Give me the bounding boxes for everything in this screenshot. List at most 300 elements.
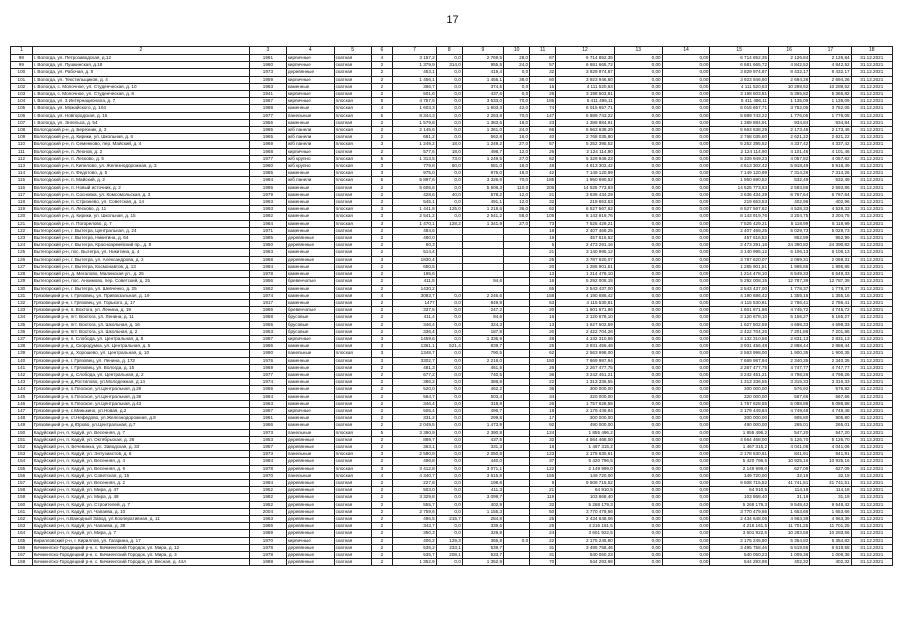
table-cell: 1 135,09 (769, 98, 810, 105)
table-cell: ж/б панели (286, 141, 334, 148)
table-cell: 462,2 (462, 386, 503, 393)
table-cell: 2 (371, 235, 393, 242)
table-cell: 1 313,5 (393, 155, 436, 162)
table-cell: 0,00 (614, 544, 662, 551)
table-cell: 457 616,52 (556, 235, 615, 242)
table-row (11, 62, 893, 69)
table-cell: 496,7 (462, 407, 503, 414)
table-cell: скатная (334, 62, 371, 69)
table-cell: Кадуйский р-н, п. Кадуй, ул. Октябрьская, д. 26 (32, 436, 249, 443)
table-cell (504, 393, 530, 400)
table-cell: 540 050,23 (710, 552, 769, 559)
table-cell: 503,0 (393, 487, 436, 494)
document-table-wrapper (10, 46, 893, 566)
table-cell: 31.12.2021 (851, 472, 892, 479)
table-cell: 0,00 (614, 537, 662, 544)
table-cell: бревенчатые (286, 307, 334, 314)
table-cell: 120 (11, 213, 33, 220)
table-cell: 73,0 (436, 155, 462, 162)
table-cell: Вытегорский р-н, г. Вытегра, Никитина, д. 64 (32, 235, 249, 242)
table-cell: 31.12.2021 (851, 328, 892, 335)
table-cell: 149 720,00 (710, 472, 769, 479)
table-cell: 1950 (249, 242, 286, 249)
table-cell: 2 (371, 199, 393, 206)
table-cell: 195,6 (393, 271, 436, 278)
table-cell: 0,00 (662, 184, 710, 191)
table-cell: 1966 (249, 386, 286, 393)
table-cell: 121 (11, 220, 33, 227)
table-cell: 2 069,31 (810, 256, 851, 263)
table-cell: 5 118,99 (810, 220, 851, 227)
table-row (11, 523, 893, 530)
table-cell: 0,0 (436, 105, 462, 112)
table-cell: 5 (371, 155, 393, 162)
table-cell: 5 918,49 (810, 163, 851, 170)
table-cell: 4 216 161,5 (556, 523, 615, 530)
table-row (11, 335, 893, 342)
table-cell: 3 242 451,21 (556, 371, 615, 378)
table-cell: 6 015 657,71 (556, 105, 615, 112)
table-cell: 32,19 (810, 472, 851, 479)
table-cell: 1 214 478,10 (556, 271, 615, 278)
table-cell: 0,0 (504, 83, 530, 90)
table-cell: ж/б панели (286, 127, 334, 134)
table-cell: 12 787,39 (769, 278, 810, 285)
table-row (11, 407, 893, 414)
table-cell: 3 787 620,07 (710, 256, 769, 263)
table-cell: 0,0 (436, 335, 462, 342)
table-cell: 578,2 (462, 191, 503, 198)
table-cell: 1 341,9 (462, 220, 503, 227)
table-cell: 24,0 (504, 62, 530, 69)
table-cell: 5 889 743,22 (556, 112, 615, 119)
table-cell: 36,0 (504, 206, 530, 213)
table-cell: 144 (11, 386, 33, 393)
table-row (11, 199, 893, 206)
table-cell: г. Вологда, ул. 3 Интернационала, д. 7 (32, 98, 249, 105)
table-cell: 0,0 (436, 127, 462, 134)
table-cell (504, 436, 530, 443)
table-cell: 0,00 (614, 83, 662, 90)
table-cell: деревянные (286, 530, 334, 537)
table-cell: 1970 (249, 472, 286, 479)
table-cell: 520,0 (393, 386, 436, 393)
table-cell: г. Вологда, ул. Петрозаводская, д.12 (32, 55, 249, 62)
table-cell: 5 663 638,29 (710, 127, 769, 134)
table-cell: 339,6 (462, 523, 503, 530)
table-cell: 535,2 (393, 544, 436, 551)
table-cell: скатная (334, 256, 371, 263)
table-cell: 3 (371, 335, 393, 342)
table-cell: 114 (11, 170, 33, 177)
table-cell: Кадуйский р-н, п. Кадуй, ул. Мира, д. 7 (32, 530, 249, 537)
table-cell: 2 407 469,25 (556, 227, 615, 234)
table-cell: скатная (334, 307, 371, 314)
table-cell: 206 (530, 184, 556, 191)
table-cell: 265,01 (810, 422, 851, 429)
table-cell: 118 (11, 199, 33, 206)
table-cell: 150 (11, 429, 33, 436)
table-cell: 119 (530, 494, 556, 501)
table-cell: 31.12.2021 (851, 177, 892, 184)
table-cell: деревянные (286, 501, 334, 508)
table-cell: 41 741,51 (769, 479, 810, 486)
table-cell: 0,0 (436, 98, 462, 105)
table-cell: 3093,7 (393, 292, 436, 299)
table-cell: 4 111 520,63 (710, 83, 769, 90)
table-cell: 0,00 (662, 141, 710, 148)
table-cell: 31.12.2021 (851, 451, 892, 458)
table-row (11, 516, 893, 523)
table-cell: 4 101,46 (769, 148, 810, 155)
table-cell: 1960 (249, 62, 286, 69)
table-cell: скатная (334, 415, 371, 422)
table-cell: 627,09 (810, 465, 851, 472)
table-cell: 0,00 (614, 371, 662, 378)
table-cell: 31.12.2021 (851, 170, 892, 177)
table-cell: 31.12.2021 (851, 206, 892, 213)
table-cell: 155 (530, 472, 556, 479)
table-cell: 0,0 (436, 451, 462, 458)
table-cell: 0,0 (436, 69, 462, 76)
table-cell: 5 (371, 177, 393, 184)
table-cell: 5 292 008,15 (556, 278, 615, 285)
table-cell: 496,8 (393, 458, 436, 465)
table-row (11, 263, 893, 270)
table-row (11, 163, 893, 170)
table-cell: 1 603,3 (393, 105, 436, 112)
table-cell: 0,0 (436, 83, 462, 90)
table-row (11, 191, 893, 198)
table-cell: 19 (530, 235, 556, 242)
column-number-9: 9 (462, 47, 503, 55)
table-cell (504, 415, 530, 422)
table-cell: 411,4 (393, 314, 436, 321)
table-cell: каменные (286, 184, 334, 191)
table-cell: 4 101,46 (810, 148, 851, 155)
table-cell: 0,0 (436, 479, 462, 486)
table-row (11, 537, 893, 544)
table-cell: 2004 (249, 508, 286, 515)
table-cell: 0,0 (436, 530, 462, 537)
table-cell: 104 (11, 98, 33, 105)
table-cell: 98 (11, 55, 33, 62)
table-cell: 4 041,06 (810, 443, 851, 450)
table-cell: 0,0 (436, 76, 462, 83)
table-cell: 145 (11, 393, 33, 400)
table-cell: скатная (334, 479, 371, 486)
table-cell: 31.12.2021 (851, 55, 892, 62)
table-cell: 0,00 (614, 69, 662, 76)
table-cell: 0,00 (662, 148, 710, 155)
table-cell: скатная (334, 407, 371, 414)
table-cell (436, 249, 462, 256)
table-cell: 137 (11, 335, 33, 342)
table-cell: 4 747,77 (810, 364, 851, 371)
table-cell: 0,0 (436, 328, 462, 335)
table-cell: 0,00 (662, 112, 710, 119)
table-cell: 105 (11, 105, 33, 112)
table-cell: 16 (530, 314, 556, 321)
table-cell: 2 768 035,60 (556, 134, 615, 141)
table-cell: 0,00 (662, 227, 710, 234)
table-cell: 1 601 671,86 (556, 307, 615, 314)
table-cell: 1 855 496,2 (710, 429, 769, 436)
table-cell: 185 (530, 98, 556, 105)
table-cell: 0,00 (662, 379, 710, 386)
table-cell: 4 564 468,00 (710, 436, 769, 443)
table-cell: 5 029,73 (810, 227, 851, 234)
table-cell: 41 741,51 (810, 479, 851, 486)
table-cell: 0,00 (662, 163, 710, 170)
table-cell: 1966 (249, 422, 286, 429)
table-cell: 2 694,26 (769, 76, 810, 83)
table-cell: скатная (334, 271, 371, 278)
table-cell: 208,1 (436, 552, 462, 559)
table-cell: 215,7 (436, 516, 462, 523)
table-cell (462, 256, 503, 263)
table-cell: 0,00 (614, 170, 662, 177)
table-cell (436, 235, 462, 242)
table-cell: 3 (371, 357, 393, 364)
table-cell: 2 (371, 271, 393, 278)
table-cell: ж/б крупно (286, 155, 334, 162)
table-cell: 1974 (249, 292, 286, 299)
table-cell: 2 124 114,90 (556, 148, 615, 155)
table-cell: 219 653,53 (710, 199, 769, 206)
table-cell: каменные (286, 415, 334, 422)
table-cell: 3 (371, 141, 393, 148)
table-cell: 2 (371, 487, 393, 494)
table-cell: 1986 (249, 184, 286, 191)
table-cell: 24 (530, 530, 556, 537)
table-cell: 5 126,70 (810, 436, 851, 443)
table-cell: 484,6 (393, 227, 436, 234)
table-cell: 151 (11, 436, 33, 443)
table-cell: 2 (371, 285, 393, 292)
table-cell: 0,00 (614, 119, 662, 126)
table-cell: 31.12.2021 (851, 400, 892, 407)
table-cell: 9 548,42 (810, 501, 851, 508)
table-cell: 7 525 429,21 (556, 220, 615, 227)
table-cell: 0,0 (436, 91, 462, 98)
table-cell: 1971 (249, 227, 286, 234)
table-cell: 124 (530, 429, 556, 436)
table-cell: деревянные (286, 465, 334, 472)
table-cell: 480,0 (393, 235, 436, 242)
table-cell: плоская (334, 105, 371, 112)
table-cell: Вытегорский р-н, г. Вытегра, ул. Шевченко, д. 25 (32, 285, 249, 292)
table-cell: 2 267 477,75 (556, 364, 615, 371)
table-cell: кирпичные (286, 76, 334, 83)
table-cell: 1974 (249, 379, 286, 386)
table-cell: 0,00 (662, 328, 710, 335)
table-cell: скатная (334, 508, 371, 515)
table-cell: 1 361,0 (462, 127, 503, 134)
table-cell: 4 111 520,63 (556, 83, 615, 90)
table-cell: 24 390,82 (769, 242, 810, 249)
table-cell: 48 (530, 163, 556, 170)
table-cell: 1967 (249, 98, 286, 105)
table-cell: каменные (286, 357, 334, 364)
table-cell: 31.12.2021 (851, 422, 892, 429)
table-cell: 0,0 (436, 487, 462, 494)
table-cell: кирпичные (286, 98, 334, 105)
table-cell: 31.12.2021 (851, 487, 892, 494)
table-cell: 31.12.2021 (851, 191, 892, 198)
table-row (11, 148, 893, 155)
table-cell: 125 (11, 249, 33, 256)
table-cell: 74 (530, 105, 556, 112)
table-cell (436, 271, 462, 278)
table-cell: 112 (11, 155, 33, 162)
table-cell: 0,00 (614, 393, 662, 400)
table-cell: 31.12.2021 (851, 544, 892, 551)
table-cell: Вытегорский р-н, г. Вытегра, Космонавтов, д. 13 (32, 263, 249, 270)
column-number-11: 11 (530, 47, 556, 55)
table-cell: 2 563 998,00 (710, 350, 769, 357)
table-cell: 8 344,3 (393, 112, 436, 119)
table-cell: 5 889 743,22 (710, 112, 769, 119)
table-cell: 0,00 (662, 544, 710, 551)
table-cell: Грязовецкий р-н, п. Вохтога, ул. Ленина, д. 19 (32, 307, 249, 314)
table-cell: 16 (530, 278, 556, 285)
table-cell: 20 (530, 328, 556, 335)
table-cell: 0,00 (614, 227, 662, 234)
table-cell: деревянные (286, 443, 334, 450)
table-cell: Грязовецкий р-н, п. Слобода, ул. Центральная, д. 8 (32, 335, 249, 342)
table-cell: 343,7 (393, 523, 436, 530)
table-cell: скатная (334, 83, 371, 90)
table-cell: 1 995,85 (769, 263, 810, 270)
table-cell: плоская (334, 163, 371, 170)
table-cell: 2 120 678,10 (556, 314, 615, 321)
table-cell: 2 694,26 (810, 76, 851, 83)
table-cell: 119 (11, 206, 33, 213)
table-cell (504, 271, 530, 278)
table-cell: 4 528,33 (810, 206, 851, 213)
table-cell: 31,19 (769, 494, 810, 501)
table-cell: скатная (334, 371, 371, 378)
table-cell (436, 263, 462, 270)
table-cell: 9 508 715,52 (556, 479, 615, 486)
table-cell: 31.12.2021 (851, 83, 892, 90)
table-cell: 1348,7 (393, 350, 436, 357)
table-cell: 4 (371, 55, 393, 62)
table-cell: 0,0 (436, 415, 462, 422)
table-cell: Кадуйский р-н, п. Кадуй, ул. Энтузиастов, д. 6 (32, 451, 249, 458)
table-cell: 31.12.2021 (851, 256, 892, 263)
table-cell: 2 (371, 537, 393, 544)
table-cell: 2 (371, 443, 393, 450)
column-number-1: 1 (11, 47, 33, 55)
table-cell (504, 242, 530, 249)
table-cell: 4 132 310,56 (710, 335, 769, 342)
table-cell: 849,9 (462, 299, 503, 306)
table-cell: 1 470,1 (393, 220, 436, 227)
table-cell: 1 467 315,2 (710, 443, 769, 450)
table-cell (504, 451, 530, 458)
table-cell: 0,00 (662, 62, 710, 69)
table-cell: 0,00 (614, 479, 662, 486)
table-cell: 26 (530, 148, 556, 155)
table-cell: 841,91 (769, 451, 810, 458)
table-cell: 233,1 (436, 544, 462, 551)
table-cell: Кадуйский р-н, п. Кадуй, ул. Весенняя, д. 4 (32, 458, 249, 465)
table-cell: 31.12.2021 (851, 292, 892, 299)
table-cell: 350,3 (393, 530, 436, 537)
table-cell: Вытегорский р-н, г. Вытегра, Центральная, д. 24 (32, 227, 249, 234)
table-cell: 0,00 (662, 429, 710, 436)
table-cell: 60,0 (436, 163, 462, 170)
table-cell: 50 (530, 508, 556, 515)
table-cell: 6 714 852,35 (556, 55, 615, 62)
table-cell: 4 747,77 (769, 364, 810, 371)
table-cell: 32 (530, 199, 556, 206)
table-cell: 1963 (249, 199, 286, 206)
table-cell: 14 525 773,83 (556, 184, 615, 191)
table-cell: скатная (334, 263, 371, 270)
table-cell: 15 (530, 83, 556, 90)
table-cell: 0,00 (662, 335, 710, 342)
table-row (11, 76, 893, 83)
table-cell: 103 868,40 (710, 494, 769, 501)
table-cell: 0,0 (436, 436, 462, 443)
table-cell: 0,00 (662, 357, 710, 364)
table-cell: деревянные (286, 235, 334, 242)
table-cell: 31.12.2021 (851, 271, 892, 278)
table-row (11, 98, 893, 105)
table-cell: 547,20 (769, 429, 810, 436)
table-cell: 1986 (249, 343, 286, 350)
table-cell: 1 379,9 (393, 62, 436, 69)
table-cell: 12,0 (504, 148, 530, 155)
table-cell: 0,00 (662, 443, 710, 450)
table-cell: 555,7 (393, 501, 436, 508)
table-cell: 5 354,82 (810, 537, 851, 544)
table-cell: 16,0 (504, 134, 530, 141)
table-cell (504, 285, 530, 292)
table-cell: скатная (334, 242, 371, 249)
table-cell: 934,84 (769, 119, 810, 126)
table-row (11, 69, 893, 76)
column-number-5: 5 (334, 47, 371, 55)
table-cell: 6 714 852,35 (710, 55, 769, 62)
table-cell: каменные (286, 249, 334, 256)
table-cell: плоская (334, 155, 371, 162)
table-cell: 60,3 (393, 242, 436, 249)
table-cell: 7 525 429,21 (710, 220, 769, 227)
table-cell: плоская (334, 465, 371, 472)
table-cell: 5 329 949,23 (710, 155, 769, 162)
table-cell: 331,2 (393, 415, 436, 422)
table-cell: 905,80 (810, 415, 851, 422)
table-cell: 31.12.2021 (851, 235, 892, 242)
table-cell: 0,0 (436, 213, 462, 220)
table-cell: 18 (530, 407, 556, 414)
table-cell: 2 593,86 (810, 184, 851, 191)
table-cell: 491,1 (462, 199, 503, 206)
table-cell: 153 (11, 451, 33, 458)
table-cell: 42 (530, 170, 556, 177)
table-cell (504, 328, 530, 335)
table-cell: 0,00 (614, 91, 662, 98)
table-cell: 31.12.2021 (851, 364, 892, 371)
table-cell: 1361,1 (393, 343, 436, 350)
table-cell (504, 501, 530, 508)
table-cell: скатная (334, 119, 371, 126)
table-cell: 31.12.2021 (851, 335, 892, 342)
